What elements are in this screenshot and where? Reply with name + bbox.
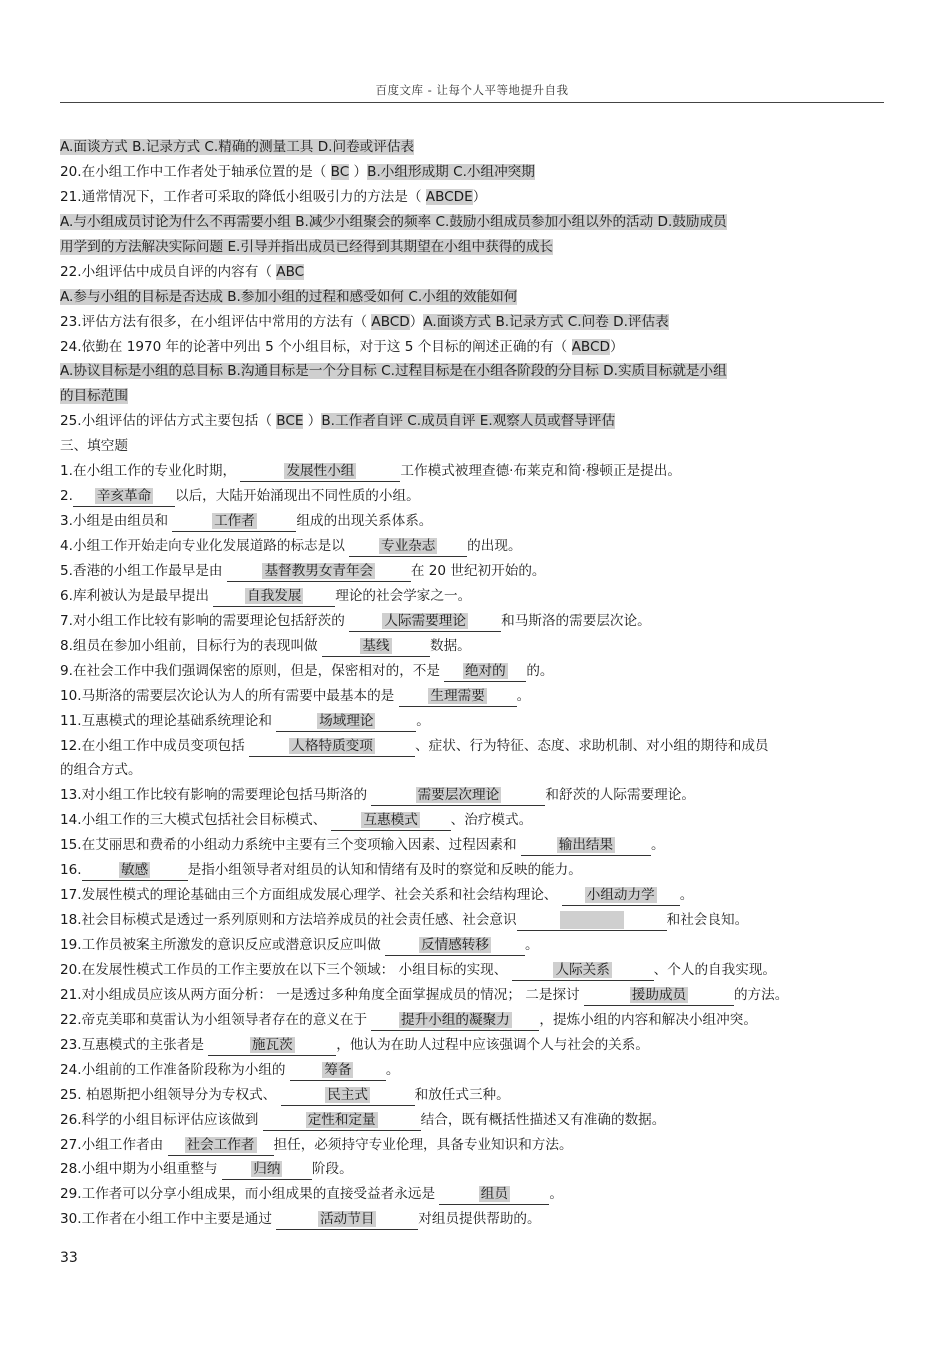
line-text: 15.在艾丽思和费希的小组动力系统中主要有三个变项输入因素、过程因素和 <box>60 837 521 854</box>
answer-blank <box>517 911 667 931</box>
answer-text: 基督教男女青年会 <box>264 562 374 579</box>
line-text: 和马斯洛的需要层次论。 <box>501 612 651 629</box>
line-text: 三、填空题 <box>60 438 128 455</box>
text-line <box>60 434 892 459</box>
highlighted-text: B.小组形成期 C.小组冲突期 <box>367 163 535 180</box>
line-text: 。 <box>549 1186 563 1203</box>
line-text: 28.小组中期为小组重整与 <box>60 1161 222 1178</box>
answer-text: 绝对的 <box>464 662 506 679</box>
text-line <box>60 709 892 734</box>
line-text: ） <box>472 188 487 205</box>
text-line <box>60 634 892 659</box>
line-text: 30.工作者在小组工作中主要是通过 <box>60 1211 277 1228</box>
highlighted-text: A.与小组成员讨论为什么不再需要小组 B.减少小组聚会的频率 C.鼓励小组成员参加小组以外的活动 D.鼓励成员 <box>60 213 727 230</box>
line-text: 对组员提供帮助的。 <box>418 1211 541 1228</box>
highlighted-text: ABCD <box>371 313 410 330</box>
text-line <box>60 659 892 684</box>
answer-text: 反情感转移 <box>421 937 489 953</box>
answer-text: 定性和定量 <box>307 1111 376 1128</box>
text-line <box>60 933 892 958</box>
text-line <box>60 384 892 409</box>
line-text: 14.小组工作的三大模式包括社会目标模式、 <box>60 812 331 829</box>
text-line <box>60 908 892 933</box>
line-text: 、治疗模式。 <box>450 812 533 829</box>
answer-text: 人格特质变项 <box>291 737 373 754</box>
highlighted-text: ABCD <box>571 338 610 355</box>
line-text: 23.评估方法有很多，在小组评估中常用的方法有（ <box>60 313 372 330</box>
text-line <box>60 684 892 709</box>
text-line <box>60 359 892 384</box>
answer-text: 组员 <box>480 1186 508 1203</box>
line-text: 、个人的自我实现。 <box>653 961 777 978</box>
line-text: 6.库利被认为是最早提出 <box>60 587 214 604</box>
line-text: 8.组员在参加小组前，目标行为的表现叫做 <box>60 637 322 654</box>
answer-text: 人际关系 <box>555 961 610 978</box>
answer-text: 提升小组的凝聚力 <box>401 1011 510 1028</box>
answer-blank <box>512 961 654 981</box>
highlighted-text: A.协议目标是小组的总目标 B.沟通目标是一个分目标 C.过程目标是在小组各阶段的分目标 D.实质目标就是小组 <box>60 363 727 380</box>
answer-text: 输出结果 <box>558 837 614 854</box>
line-text: ） <box>609 338 624 355</box>
answer-blank <box>399 687 517 707</box>
text-line <box>60 285 892 310</box>
answer-text: 辛亥革命 <box>96 488 152 505</box>
answer-blank <box>168 1136 274 1156</box>
line-text: 和社会良知。 <box>666 912 749 929</box>
line-text: 和放任式三种。 <box>414 1086 510 1103</box>
answer-blank <box>82 861 188 881</box>
answer-blank <box>349 537 467 557</box>
line-text: 9.在社会工作中我们强调保密的原则，但是，保密相对的，不是 <box>60 662 445 679</box>
answer-text: 专业杂志 <box>380 538 436 554</box>
page-number: 33 <box>60 1250 78 1266</box>
answer-blank <box>276 712 416 732</box>
line-text: 18.社会目标模式是透过一系列原则和方法培养成员的社会责任感、社会意识 <box>60 912 517 929</box>
text-line <box>60 210 892 235</box>
text-line <box>60 185 892 210</box>
line-text: 。 <box>416 712 430 729</box>
page-header: 百度文库 - 让每个人平等地提升自我 <box>375 83 569 97</box>
line-text: 22.小组评估中成员自评的内容有（ <box>60 263 277 280</box>
highlighted-text: BC <box>330 163 350 180</box>
line-text: 26.科学的小组目标评估应该做到 <box>60 1111 263 1128</box>
text-line <box>60 609 892 634</box>
line-text: 25.小组评估的评估方式主要包括（ <box>60 413 277 430</box>
header-rule <box>60 102 884 103</box>
line-text: 。 <box>385 1061 400 1078</box>
line-text: 11.互惠模式的理论基础系统理论和 <box>60 712 277 729</box>
highlighted-text: ABC <box>276 263 305 280</box>
answer-text: 筹备 <box>324 1061 352 1078</box>
text-line <box>60 758 892 783</box>
line-text: 。 <box>679 887 694 904</box>
text-line <box>60 235 892 260</box>
text-line <box>60 983 892 1008</box>
answer-blank <box>73 487 175 507</box>
answer-blank <box>276 1210 418 1230</box>
line-text: 24.小组前的工作准备阶段称为小组的 <box>60 1061 290 1078</box>
line-text: 5.香港的小组工作最早是由 <box>60 562 227 579</box>
answer-text: 生理需要 <box>430 687 485 704</box>
answer-text: 需要层次理论 <box>417 787 500 804</box>
answer-blank <box>263 1111 421 1131</box>
line-text: ，提炼小组的内容和解决小组冲突。 <box>539 1011 757 1028</box>
highlighted-text: 用学到的方法解决实际问题 E.引导并指出成员已经得到其期望在小组中获得的成长 <box>60 238 554 255</box>
text-line <box>60 1083 892 1108</box>
line-text: 25. 柏恩斯把小组领导分为专权式、 <box>60 1086 281 1103</box>
line-text: 20.在发展性模式工作员的工作主要放在以下三个领域： 小组目标的实现、 <box>60 961 512 978</box>
text-line <box>60 584 892 609</box>
text-line <box>60 1182 892 1207</box>
text-line <box>60 484 892 509</box>
answer-blank <box>331 811 451 831</box>
line-text: 21.对小组成员应该从两方面分析： 一是透过多种角度全面掌握成员的情况； 二是探讨 <box>60 986 584 1003</box>
answer-blank <box>521 836 651 856</box>
line-text: 的。 <box>526 662 554 679</box>
line-text: 的方法。 <box>733 986 789 1003</box>
answer-text: 工作者 <box>214 513 255 530</box>
line-text: 在 20 世纪初开始的。 <box>410 562 546 579</box>
highlighted-text: ABCDE <box>425 188 473 205</box>
line-text: 组成的出现关系体系。 <box>296 513 433 530</box>
line-text: 结合，既有概括性描述又有准确的数据。 <box>420 1111 666 1128</box>
document-body <box>60 135 892 1232</box>
answer-text: 归纳 <box>253 1161 281 1178</box>
answer-text: 小组动力学 <box>586 887 655 904</box>
text-line <box>60 509 892 534</box>
highlighted-text: B.工作者自评 C.成员自评 E.观察人员或督导评估 <box>321 413 616 430</box>
text-line <box>60 1207 892 1232</box>
line-text: 。 <box>516 687 531 704</box>
answer-text: 人际需要理论 <box>384 612 466 629</box>
line-text: 担任，必须持守专业伦理，具备专业知识和方法。 <box>273 1136 573 1153</box>
line-text: 19.工作员被案主所激发的意识反应或潜意识反应叫做 <box>60 937 386 953</box>
line-text: 的组合方式。 <box>60 762 142 779</box>
line-text: 7.对小组工作比较有影响的需要理论包括舒茨的 <box>60 612 350 629</box>
text-line <box>60 135 892 160</box>
highlighted-text: BCE <box>276 413 304 430</box>
text-line <box>60 1058 892 1083</box>
answer-text: 社会工作者 <box>186 1136 255 1153</box>
text-line <box>60 1008 892 1033</box>
answer-blank <box>172 512 296 532</box>
line-text: 27.小组工作者由 <box>60 1136 168 1153</box>
line-text: 13.对小组工作比较有影响的需要理论包括马斯洛的 <box>60 787 372 804</box>
answer-text: 自我发展 <box>247 587 302 604</box>
answer-blank <box>349 612 501 632</box>
line-text: 是指小组领导者对组员的认知和情绪有及时的察觉和反映的能力。 <box>187 862 582 879</box>
answer-text: 基线 <box>362 637 390 654</box>
text-line <box>60 858 892 883</box>
line-text: 、症状、行为特征、态度、求助机制、对小组的期待和成员 <box>415 737 769 754</box>
line-text: ，他认为在助人过程中应该强调个人与社会的关系。 <box>336 1036 649 1053</box>
line-text: ） <box>349 163 368 180</box>
text-line <box>60 1157 892 1182</box>
line-text: 和舒茨的人际需要理论。 <box>545 787 695 804</box>
answer-text <box>560 911 624 929</box>
answer-text: 发展性小组 <box>286 463 355 480</box>
answer-blank <box>290 1061 386 1081</box>
text-line <box>60 734 892 759</box>
line-text: 1.在小组工作的专业化时期， <box>60 463 241 480</box>
answer-text: 敏感 <box>121 862 149 879</box>
line-text: 12.在小组工作中成员变项包括 <box>60 737 250 754</box>
text-line <box>60 958 892 983</box>
line-text: 数据。 <box>429 637 471 654</box>
line-text: 21.通常情况下，工作者可采取的降低小组吸引力的方法是（ <box>60 188 426 205</box>
answer-text: 援助成员 <box>631 986 687 1003</box>
line-text: 工作模式被理查德·布莱克和简·穆顿正是提出。 <box>400 463 681 480</box>
line-text: ） <box>303 413 322 430</box>
text-line <box>60 833 892 858</box>
line-text: ） <box>409 313 424 330</box>
text-line <box>60 783 892 808</box>
answer-blank <box>249 737 415 757</box>
highlighted-text: A.参与小组的目标是否达成 B.参加小组的过程和感受如何 C.小组的效能如何 <box>60 288 518 305</box>
line-text: 理论的社会学家之一。 <box>335 587 472 604</box>
line-text: 29.工作者可以分享小组成果，而小组成果的直接受益者永远是 <box>60 1186 440 1203</box>
text-line <box>60 459 892 484</box>
answer-blank <box>208 1036 336 1056</box>
answer-text: 场域理论 <box>319 712 374 729</box>
line-text: 23.互惠模式的主张者是 <box>60 1036 209 1053</box>
highlighted-text: A.面谈方式 B.记录方式 C.精确的测量工具 D.问卷或评估表 <box>60 139 415 155</box>
text-line <box>60 409 892 434</box>
line-text: 以后，大陆开始涌现出不同性质的小组。 <box>174 488 420 505</box>
line-text: 。 <box>650 837 665 854</box>
line-text: 3.小组是由组员和 <box>60 513 173 530</box>
line-text: 2. <box>60 488 73 505</box>
answer-blank <box>240 462 400 482</box>
line-text: 。 <box>525 937 539 953</box>
text-line <box>60 1133 892 1158</box>
highlighted-text: 的目标范围 <box>60 388 128 405</box>
answer-blank <box>222 1160 312 1180</box>
text-line <box>60 534 892 559</box>
highlighted-text: A.面谈方式 B.记录方式 C.问卷 D.评估表 <box>423 313 669 330</box>
answer-blank <box>213 587 335 607</box>
line-text: 24.依勤在 1970 年的论著中列出 5 个小组目标，对于这 5 个目标的阐述正确的有（ <box>60 338 572 355</box>
text-line <box>60 808 892 833</box>
answer-text: 施瓦茨 <box>251 1036 293 1053</box>
answer-blank <box>322 637 430 657</box>
text-line <box>60 1033 892 1058</box>
answer-text: 互惠模式 <box>363 812 418 829</box>
answer-blank <box>227 562 411 582</box>
text-line <box>60 335 892 360</box>
line-text: 17.发展性模式的理论基础由三个方面组成发展心理学、社会关系和社会结构理论、 <box>60 887 562 904</box>
text-line <box>60 883 892 908</box>
answer-blank <box>444 662 526 682</box>
line-text: 阶段。 <box>311 1161 353 1178</box>
text-line <box>60 160 892 185</box>
line-text: 20.在小组工作中工作者处于轴承位置的是（ <box>60 163 331 180</box>
line-text: 10.马斯洛的需要层次论认为人的所有需要中最基本的是 <box>60 687 399 704</box>
answer-blank <box>371 1011 539 1031</box>
text-line <box>60 260 892 285</box>
answer-text: 民主式 <box>327 1086 368 1103</box>
line-text: 22.帝克美耶和莫雷认为小组领导者存在的意义在于 <box>60 1011 372 1028</box>
answer-blank <box>371 786 545 806</box>
line-text: 4.小组工作开始走向专业化发展道路的标志是以 <box>60 538 350 554</box>
line-text: 16. <box>60 862 82 879</box>
answer-blank <box>439 1185 549 1205</box>
answer-text: 活动节目 <box>320 1211 375 1228</box>
answer-blank <box>562 886 680 906</box>
answer-blank <box>385 936 525 956</box>
answer-blank <box>281 1086 415 1106</box>
answer-blank <box>584 986 734 1006</box>
text-line <box>60 310 892 335</box>
text-line <box>60 1108 892 1133</box>
line-text: 的出现。 <box>467 538 522 554</box>
text-line <box>60 559 892 584</box>
